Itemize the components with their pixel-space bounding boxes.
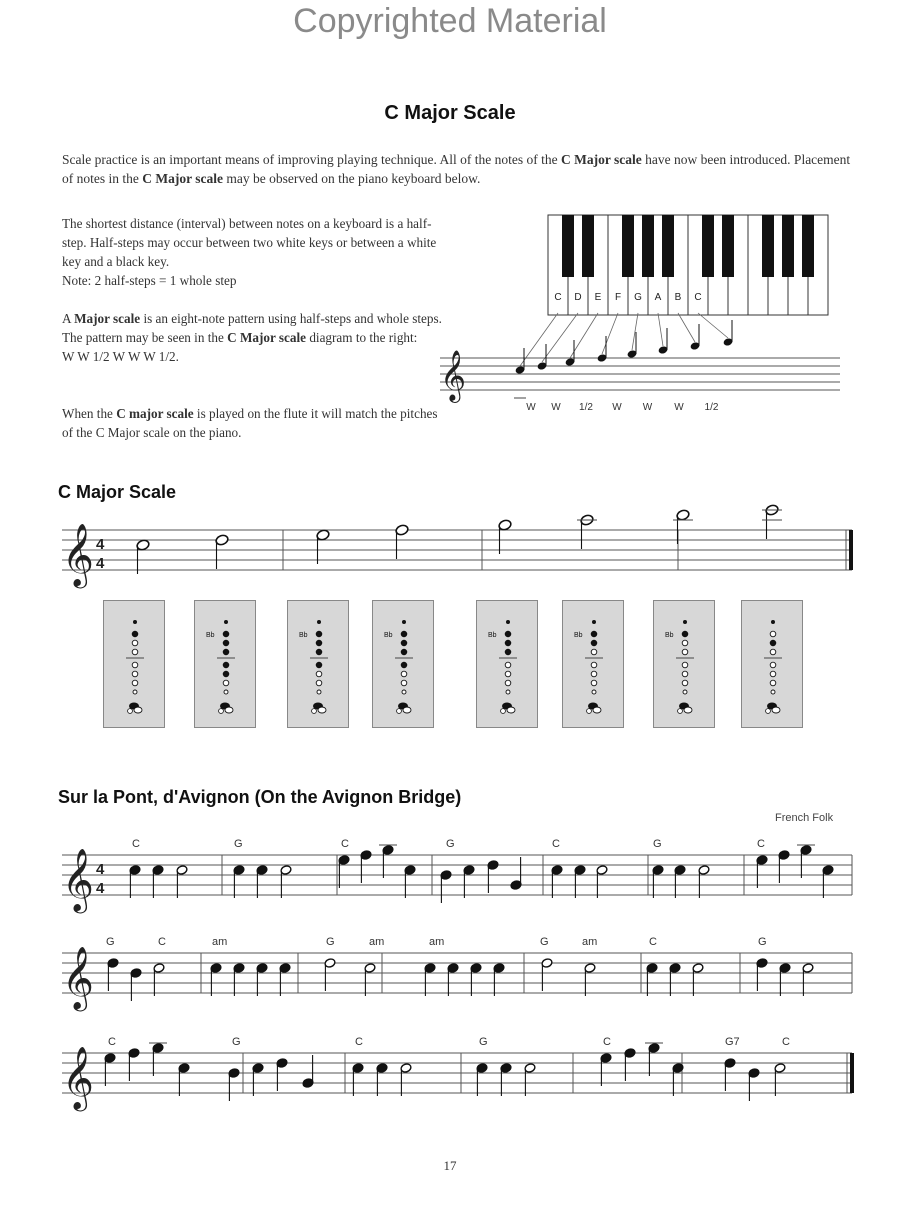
- staff-lines: [62, 530, 852, 570]
- tone-hole: [505, 680, 511, 686]
- song-score: [50, 825, 860, 1115]
- tone-hole: [133, 690, 137, 694]
- thumb-key: [317, 620, 321, 624]
- key-label: G: [634, 292, 642, 303]
- chord-symbol: G: [540, 936, 549, 948]
- chord-symbol: C: [552, 838, 560, 850]
- tone-hole: [401, 671, 407, 677]
- thumb-key: [133, 620, 137, 624]
- thumb-key: [771, 620, 775, 624]
- flute-paragraph: When the C major scale is played on the flute it will match the pitches of the C Major scale on the piano.: [62, 406, 438, 440]
- time-signature-top: 4: [96, 536, 105, 553]
- bb-key-label: Bb: [665, 632, 674, 639]
- footjoint-key: [501, 709, 506, 714]
- tone-hole: [401, 649, 407, 655]
- watermark: Copyrighted Material: [293, 2, 607, 40]
- step-labels: [526, 402, 719, 413]
- bb-key-label: Bb: [488, 632, 497, 639]
- footjoint-key: [397, 709, 402, 714]
- treble-clef-icon: 𝄞: [62, 525, 94, 585]
- connector-line: [658, 313, 663, 346]
- tone-hole: [591, 649, 597, 655]
- key-label: C: [694, 292, 702, 303]
- black-key: [582, 215, 594, 277]
- tone-hole: [132, 680, 138, 686]
- treble-clef-icon: 𝄞: [62, 850, 94, 910]
- black-key: [722, 215, 734, 277]
- key-label: C: [554, 292, 562, 303]
- fingering-chart: [562, 600, 624, 728]
- footjoint-key: [312, 709, 317, 714]
- chord-symbol: G: [446, 838, 455, 850]
- black-key: [762, 215, 774, 277]
- thumb-key: [683, 620, 687, 624]
- fingering-chart: [103, 600, 165, 728]
- step-label: 1/2: [704, 402, 719, 413]
- chord-symbol: am: [369, 936, 385, 948]
- fingering-chart: [741, 600, 803, 728]
- intro-paragraph: Scale practice is an important means of improving playing technique. All of the notes of the C Major scale have now been introduced. Placement of notes in the C Major scale may be observed on the piano keyboard below.: [62, 152, 851, 186]
- black-key: [622, 215, 634, 277]
- tone-hole: [682, 631, 688, 637]
- black-key: [642, 215, 654, 277]
- thumb-key: [402, 620, 406, 624]
- diagram-notes: [514, 320, 733, 398]
- tone-hole: [682, 680, 688, 686]
- scale-notes: [136, 504, 782, 574]
- footjoint-key: [772, 707, 780, 713]
- tone-hole: [132, 671, 138, 677]
- footjoint-key: [678, 709, 683, 714]
- chord-symbols: [106, 838, 790, 1048]
- chord-symbol: C: [782, 1036, 790, 1048]
- chord-symbol: am: [429, 936, 445, 948]
- key-label: F: [614, 292, 622, 303]
- chord-symbol: G: [479, 1036, 488, 1048]
- tone-hole: [316, 680, 322, 686]
- tone-hole: [401, 640, 407, 646]
- bb-key-label: Bb: [206, 632, 215, 639]
- tone-hole: [770, 640, 776, 646]
- tone-hole: [401, 680, 407, 686]
- fingering-chart: [653, 600, 715, 728]
- tone-hole: [402, 690, 406, 694]
- chord-symbol: am: [582, 936, 598, 948]
- black-key: [782, 215, 794, 277]
- tone-hole: [682, 649, 688, 655]
- time-signature-bottom: 4: [96, 555, 105, 572]
- chord-symbol: G: [106, 936, 115, 948]
- step-label: W: [551, 402, 561, 413]
- tone-hole: [132, 662, 138, 668]
- scale-staff: [50, 500, 860, 590]
- black-key: [702, 215, 714, 277]
- tone-hole: [591, 631, 597, 637]
- key-label: A: [654, 292, 662, 303]
- time-signature-bottom: 4: [96, 880, 105, 897]
- bb-key-label: Bb: [574, 632, 583, 639]
- connector-line: [678, 313, 695, 342]
- song-title: Sur la Pont, d'Avignon (On the Avignon Bridge): [58, 787, 462, 807]
- footjoint-key: [684, 707, 692, 713]
- tone-hole: [316, 649, 322, 655]
- song-staves: [62, 855, 852, 1093]
- tone-hole: [223, 680, 229, 686]
- chord-symbol: G: [758, 936, 767, 948]
- fingering-chart: [287, 600, 349, 728]
- step-label: W: [526, 402, 536, 413]
- song-attribution: French Folk: [775, 812, 834, 824]
- tone-hole: [317, 690, 321, 694]
- tone-hole: [132, 640, 138, 646]
- page-title: C Major Scale: [384, 102, 516, 124]
- tone-hole: [770, 631, 776, 637]
- connector-line: [698, 313, 728, 338]
- chord-symbol: C: [757, 838, 765, 850]
- tone-hole: [591, 640, 597, 646]
- tone-hole: [505, 662, 511, 668]
- tone-hole: [401, 662, 407, 668]
- thumb-key: [592, 620, 596, 624]
- chord-symbol: G: [232, 1036, 241, 1048]
- step-label: 1/2: [579, 402, 593, 413]
- tone-hole: [770, 662, 776, 668]
- bb-key-label: Bb: [299, 632, 308, 639]
- tone-hole: [223, 649, 229, 655]
- thumb-key: [506, 620, 510, 624]
- tone-hole: [132, 631, 138, 637]
- step-label: W: [612, 402, 622, 413]
- tone-hole: [224, 690, 228, 694]
- key-label: B: [674, 292, 682, 303]
- tone-hole: [316, 662, 322, 668]
- black-key: [562, 215, 574, 277]
- treble-clef-icon: 𝄞: [62, 1048, 94, 1108]
- tone-hole: [770, 680, 776, 686]
- tone-hole: [316, 631, 322, 637]
- footjoint-key: [593, 707, 601, 713]
- connector-line: [602, 313, 618, 354]
- footjoint-key: [507, 707, 515, 713]
- tone-hole: [591, 680, 597, 686]
- chord-symbol: C: [649, 936, 657, 948]
- chord-symbol: C: [132, 838, 140, 850]
- fingering-chart: [194, 600, 256, 728]
- major-scale-paragraph: A Major scale is an eight-note pattern using half-steps and whole steps. The pattern may be seen in the C Major scale diagram to the right: W W 1/2 W W W 1/2.: [62, 309, 447, 366]
- tone-hole: [683, 690, 687, 694]
- tone-hole: [591, 662, 597, 668]
- key-label: D: [574, 292, 582, 303]
- footjoint-key: [134, 707, 142, 713]
- footjoint-key: [403, 707, 411, 713]
- footjoint-key: [219, 709, 224, 714]
- tone-hole: [132, 649, 138, 655]
- footjoint-key: [225, 707, 233, 713]
- chord-symbol: C: [158, 936, 166, 948]
- tone-hole: [682, 671, 688, 677]
- tone-hole: [682, 662, 688, 668]
- connector-line: [632, 313, 638, 350]
- footjoint-key: [587, 709, 592, 714]
- tone-hole: [505, 649, 511, 655]
- time-signature-top: 4: [96, 861, 105, 878]
- footjoint-key: [766, 709, 771, 714]
- chord-symbol: G: [326, 936, 335, 948]
- piano-keyboard: [548, 215, 828, 315]
- tone-hole: [223, 640, 229, 646]
- tone-hole: [592, 690, 596, 694]
- step-label: W: [674, 402, 684, 413]
- tone-hole: [505, 631, 511, 637]
- tone-hole: [316, 671, 322, 677]
- connector-line: [542, 313, 578, 362]
- tone-hole: [770, 649, 776, 655]
- chord-symbol: C: [603, 1036, 611, 1048]
- chord-symbol: am: [212, 936, 228, 948]
- tone-hole: [505, 640, 511, 646]
- tone-hole: [770, 671, 776, 677]
- fingering-chart: [372, 600, 434, 728]
- chord-symbol: G: [234, 838, 243, 850]
- tone-hole: [223, 671, 229, 677]
- chord-symbol: C: [108, 1036, 116, 1048]
- tone-hole: [223, 662, 229, 668]
- tone-hole: [505, 671, 511, 677]
- chord-symbol: G: [653, 838, 662, 850]
- footjoint-key: [128, 709, 133, 714]
- key-label: E: [594, 292, 602, 303]
- page-number: 17: [443, 1158, 457, 1173]
- black-key: [662, 215, 674, 277]
- tone-hole: [401, 631, 407, 637]
- chord-symbol: C: [355, 1036, 363, 1048]
- step-pattern: W W 1/2 W W W 1/2.: [62, 349, 179, 364]
- step-label: W: [642, 402, 653, 413]
- diagram-staff: [440, 351, 840, 403]
- chord-symbol: C: [341, 838, 349, 850]
- fingering-chart: [476, 600, 538, 728]
- footjoint-key: [318, 707, 326, 713]
- bb-key-label: Bb: [384, 632, 393, 639]
- black-key: [802, 215, 814, 277]
- keyboard-diagram: [430, 205, 850, 420]
- thumb-key: [224, 620, 228, 624]
- treble-clef-icon: 𝄞: [440, 351, 467, 400]
- treble-clef-icon: 𝄞: [62, 948, 94, 1008]
- tone-hole: [223, 631, 229, 637]
- tone-hole: [682, 640, 688, 646]
- tone-hole: [316, 640, 322, 646]
- scale-heading: C Major Scale: [58, 482, 177, 502]
- half-step-paragraph: The shortest distance (interval) between notes on a keyboard is a half-step. Half-steps may occur between two white keys or between a white key and a black key. Note: 2 half-steps = 1 whole step: [62, 216, 437, 288]
- chord-symbol: G7: [725, 1036, 740, 1048]
- tone-hole: [506, 690, 510, 694]
- tone-hole: [771, 690, 775, 694]
- tone-hole: [591, 671, 597, 677]
